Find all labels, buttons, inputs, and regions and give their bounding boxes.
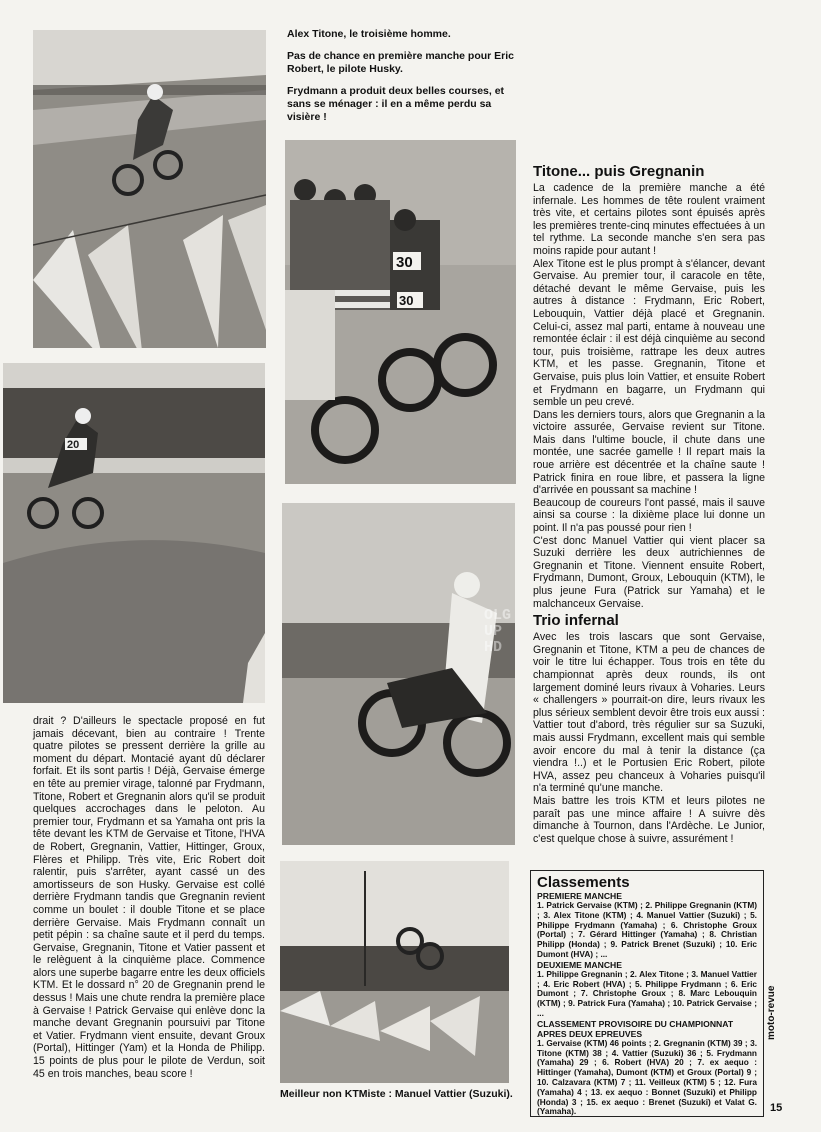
photo-rider-jump-top-left xyxy=(33,30,266,348)
magazine-name: moto-revue xyxy=(766,985,777,1040)
paragraph-5: C'est donc Manuel Vattier qui vient placer sa Suzuki derrière les deux autrichiennes de Gregnanin et Titone. Viennent ensuite Robert, Frydmann, Dumont, Groux, Lebouquin (KTM), le plus jeune Fura (Patrick sur Yamaha) et le malchanceux Gervaise. xyxy=(533,534,765,610)
heading-classement-provisoire: CLASSEMENT PROVISOIRE DU CHAMPIONNAT APRES DEUX EPREUVES xyxy=(537,1018,734,1039)
caption-vattier: Meilleur non KTMiste : Manuel Vattier (Suzuki). xyxy=(280,1088,513,1100)
paragraph-7: Mais battre les trois KTM et leurs pilotes ne paraît pas une mince affaire ! A suivre dès dimanche à Tournon, dans l'Ardèche. Le Junior, c'est quelque chose à suivre, assurément ! xyxy=(533,794,765,845)
caption-titone: Alex Titone, le troisième homme. xyxy=(287,28,451,40)
results-deuxieme-manche: 1. Philippe Gregnanin ; 2. Alex Titone ; 3. Manuel Vattier ; 4. Eric Robert (HVA) ; 5. Philippe Frydmann ; 6. Eric Dumont ; 7. Christophe Groux ; 8. Marc Lebouquin (KTM) ; 9. Patrick Fura (Yamaha) ; 10. Patrick Gervaise ; ... xyxy=(537,968,757,1018)
classements-title: Classements xyxy=(537,874,630,891)
caption-frydmann: Frydmann a produit deux belles courses, et sans se ménager : il en a même perdu sa visière ! xyxy=(287,85,505,123)
results-championnat: 1. Gervaise (KTM) 46 points ; 2. Gregnanin (KTM) 39 ; 3. Titone (KTM) 38 ; 4. Vattier (Suzuki) 36 ; 5. Frydmann (Yamaha) 29 ; 6. Robert (HVA) 20 ; 7. ex aequo : Hittinger (Yamaha), Dumont (KTM) et Groux (Portal) 9 ; 10. Calzavara (KTM) 7 ; 11. Veilleux (KTM) 5 ; 12. Fura (Yamaha) 4 ; 13. ex aequo : Bonnet (Suzuki) et Philipp (Honda) 3 ; 15. ex aequo : Brenet (Suzuki) et Valat G. (Yamaha). xyxy=(537,1037,757,1117)
left-column-text: drait ? D'ailleurs le spectacle proposé en fut jamais décevant, bien au contraire ! Trente quatre pilotes se pressent derrière la grille au moment du départ. Montacié ayant dû déclarer forfait. Et ils sont partis ! Déjà, Gervaise émerge en tête au premier virage, talonné par Frydmann, Titone, Robert et Gregnanin alors qu'il se produit quelques accrochages dans le peloton. Au premier tour, Frydmann et sa Yamaha ont pris la tête devant les KTM de Gervaise et Titone, l'HVA de Robert, Gregnanin, Vattier, Hittinger, Groux, Flères et Philipp. Très vite, Eric Robert doit ralentir, puis s'arrêter, ayant cassé un des amortisseurs de son Husky. Gervaise est collé derrière Frydmann tandis que Gregnanin revient comme un boulet : il double Titone et se place derrière Gervaise. Mais Frydmann connaît un petit pépin : sa chaîne saute et il perd du temps. Gervaise, Gregnanin, Titone et Vatier passent et le relèguent à la cinquième place. Commence alors une superbe bagarre entre les deux officiels KTM. Et le dossard n° 20 de Gregnanin prend le dessus ! Mais une chute rendra la première place à Gervaise ! Patrick Gervaise qui enlève donc la manche devant Gregnanin poursuivi par Titone et Vatier. Frydmann vient ensuite, devant Groux (Portal), Hittinger (Yam) et la Honda de Philipp. 15 points de plus pour le pilote de Verdun, soit 45 en trois manches, beau score ! xyxy=(33,715,266,1080)
paragraph-4: Beaucoup de coureurs l'ont passé, mais il sauve ainsi sa course : la dixième place lui donne un point. Il n'a pas poussé pour rien ! xyxy=(533,496,765,535)
photo-rider-20-left xyxy=(3,363,265,703)
page-number: 15 xyxy=(770,1102,783,1114)
heading-premiere-manche: PREMIERE MANCHE xyxy=(537,891,622,901)
right-article-column xyxy=(533,163,765,845)
heading-deuxieme-manche: DEUXIEME MANCHE xyxy=(537,959,622,970)
paragraph-6: Avec les trois lascars que sont Gervaise, Gregnanin et Titone, KTM a peu de chances de voir le titre lui échapper. Tous trois en tête du championnat après deux rounds, ils ont largement dominé leurs rivaux à Voharies. Leurs « challengers » pourrait-on dire, leurs rivaux les plus sérieux semblent devoir être trois eux aussi : Vattier tout d'abord, très régulier sur sa Suzuki, mais aussi Frydmann, excellent mais qui semble avoir encore du mal à tenir la distance (ça viendra !..) et le Portusien Eric Robert, pilote HVA, assez peu chanceux à Voharies puisqu'il n'a terminé qu'une manche. xyxy=(533,631,765,795)
paragraph-3: Dans les derniers tours, alors que Gregnanin a la victoire assurée, Gervaise revient sur Titone. Mais dans l'ultime boucle, il chute dans une montée, une sacrée gamelle ! Il repart mais la roue arrière est décentrée et la chaîne saute ! Patrick finira en roue libre, et passera la ligne d'arrivée en poussant sa machine ! xyxy=(533,408,765,497)
caption-robert: Pas de chance en première manche pour Eric Robert, le pilote Husky. xyxy=(287,50,515,75)
classements-box xyxy=(530,870,764,1117)
top-captions xyxy=(287,28,517,133)
results-premiere-manche: 1. Patrick Gervaise (KTM) ; 2. Philippe Gregnanin (KTM) ; 3. Alex Titone (KTM) ; 4. Manuel Vattier (Suzuki) ; 5. Philippe Frydmann (Yamaha) ; 6. Christophe Groux (Portal) ; 7. Gérard Hittinger (Yamaha) ; 8. Christian Philipp (Honda) ; 9. Patrick Brenet (Suzuki) ; 10. Eric Dumont (HVA) ; ... xyxy=(537,900,757,959)
left-article-column xyxy=(33,715,265,1080)
photo-start-gate xyxy=(285,140,516,484)
paragraph-1: La cadence de la première manche a été infernale. Les hommes de tête roulent vraiment très vite, et certains pilotes sont épuisés après les premières trente-cinq minutes effectuées à un tel rythme. La seconde manche s'en sera pas moins rapide pour autant ! xyxy=(533,182,765,257)
paragraph-2: Alex Titone est le plus prompt à s'élancer, devant Gervaise. Au premier tour, il caracole en tête, détaché devant le même Gervaise, puis les autres à distance : Frydmann, Eric Robert, Lebouquin, Vattier déjà placé et Gregnanin. Celui-ci, assez mal parti, entame à nouveau une remontée éclair : il est déjà cinquième au second tour, puis troisième, rattrape les deux autres KTM, et les passe. Gregnanin, Titone et Gervaise, puis plus loin Vattier, et ensuite Robert et Frydmann en bagarre, un Frydmann qui semble un peu crevé. xyxy=(533,257,765,409)
bike-number-30-b: 30 xyxy=(399,293,414,308)
heading-titone-gregnanin: Titone... puis Gregnanin xyxy=(533,163,705,180)
bike-number-30-a: 30 xyxy=(396,254,413,271)
photo-bottom-crowd xyxy=(280,861,509,1083)
bike-number-20: 20 xyxy=(67,439,80,451)
photo-vattier-jump xyxy=(282,503,515,845)
watermark: OLG UP HD xyxy=(484,607,512,656)
heading-trio-infernal: Trio infernal xyxy=(533,612,619,630)
